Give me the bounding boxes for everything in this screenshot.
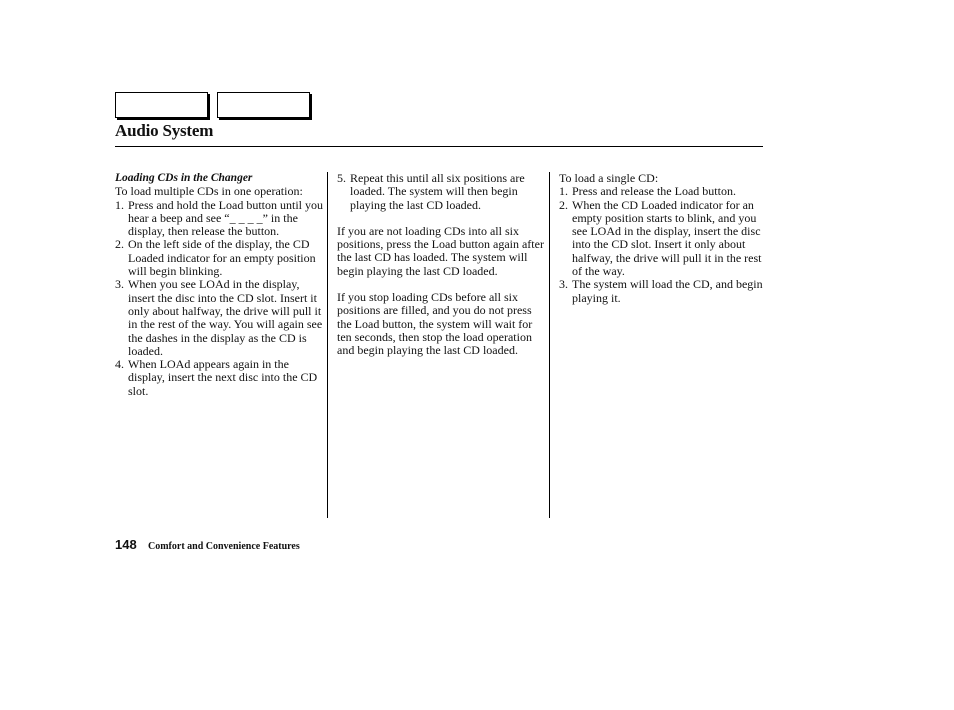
list-item <box>559 199 764 279</box>
step-text: The system will load the CD, and begin playing it. <box>572 277 763 305</box>
step-number: 1. <box>115 197 124 212</box>
section-subheading: Loading CDs in the Changer <box>115 172 253 184</box>
step-text: Repeat this until all six positions are loaded. The system will then begin playing the last CD loaded. <box>350 171 525 212</box>
step-number: 3. <box>115 277 124 292</box>
list-item <box>559 185 764 198</box>
step-number: 1. <box>559 184 568 199</box>
column-1 <box>115 172 325 398</box>
step-number: 5. <box>337 171 346 185</box>
step-text: When you see LOAd in the display, insert the disc into the CD slot. Insert it only about halfway, the drive will pull it in the rest of the way. You will again see the dashes in the display as the CD is loaded. <box>128 277 323 358</box>
page-number: 148 <box>115 537 137 552</box>
step-text: When the CD Loaded indicator for an empty position starts to blink, and you see LOAd in the display, insert the disc into the CD slot. Insert it only about halfway, the drive will pull it in the rest of the way. <box>572 197 762 279</box>
paragraph: If you are not loading CDs into all six positions, press the Load button again after the last CD has loaded. The system will begin playing the last CD loaded. <box>337 223 544 278</box>
nav-tab-box-2[interactable] <box>217 92 310 118</box>
footer-section-title: Comfort and Convenience Features <box>148 541 300 552</box>
page-title: Audio System <box>115 121 214 140</box>
step-number: 4. <box>115 357 124 372</box>
step-number: 2. <box>559 197 568 212</box>
list-item <box>115 358 325 398</box>
intro-text: To load multiple CDs in one operation: <box>115 184 303 199</box>
nav-tab-box-1[interactable] <box>115 92 208 118</box>
column-2 <box>337 172 545 358</box>
step-text: Press and release the Load button. <box>572 184 736 199</box>
column-divider <box>327 172 328 518</box>
step-text: Press and hold the Load button until you hear a beep and see “_ _ _ _” in the display, then release the button. <box>128 197 323 239</box>
step-text: When LOAd appears again in the display, insert the next disc into the CD slot. <box>128 357 318 398</box>
title-rule <box>115 146 763 147</box>
column-divider <box>549 172 550 518</box>
intro-text: To load a single CD: <box>559 171 659 185</box>
list-item <box>115 238 325 278</box>
list-item <box>115 199 325 239</box>
list-item <box>559 278 764 305</box>
paragraph: If you stop loading CDs before all six positions are filled, and you do not press the Load button, the system will wait for ten seconds, then stop the load operation and begin playing the last CD loaded. <box>337 290 533 358</box>
step-text: On the left side of the display, the CD Loaded indicator for an empty position will begin blinking. <box>128 237 316 279</box>
list-item <box>115 278 325 358</box>
step-number: 3. <box>559 277 568 292</box>
step-number: 2. <box>115 237 124 252</box>
list-item <box>337 172 545 212</box>
column-3 <box>559 172 764 305</box>
